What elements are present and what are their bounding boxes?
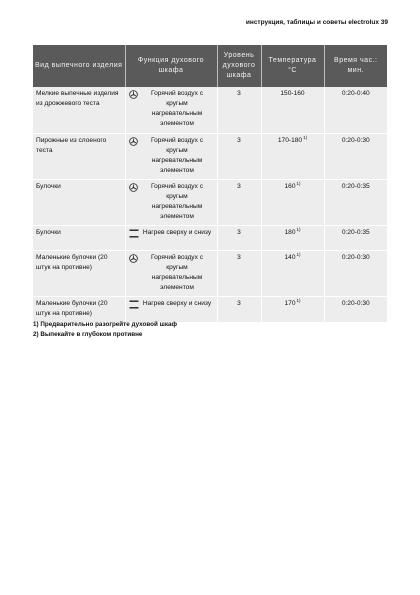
cell-function [125, 179, 217, 225]
page-header: инструкция, таблицы и советы electrolux 39 [245, 19, 388, 26]
cell-temperature [261, 225, 324, 250]
baking-table [33, 45, 387, 323]
cell-time [324, 87, 387, 133]
cell-level [217, 133, 261, 179]
cell-time [324, 225, 387, 250]
time-value: 0:20-0:30 [341, 253, 370, 261]
product-name: Булочки [36, 182, 61, 190]
column-header-time: Время час.: мин. [324, 45, 387, 87]
table-row [33, 296, 387, 322]
table-row [33, 225, 387, 250]
cell-product [33, 296, 125, 322]
level-value: 3 [237, 136, 241, 144]
cell-time [324, 133, 387, 179]
cell-function [125, 296, 217, 322]
cell-product [33, 133, 125, 179]
temperature-value: 170 [284, 299, 296, 307]
cell-time [324, 250, 387, 296]
cell-product [33, 250, 125, 296]
level-value: 3 [237, 182, 241, 190]
table-row [33, 250, 387, 296]
cell-level [217, 179, 261, 225]
function-name: Горячий воздух с кругым нагревательным элементом [150, 90, 204, 127]
product-name: Маленькие булочки (20 штук на противне) [36, 299, 108, 317]
product-name: Булочки [36, 228, 61, 236]
product-name: Маленькие булочки (20 штук на противне) [36, 253, 108, 271]
cell-function [125, 225, 217, 250]
level-value: 3 [237, 299, 241, 307]
time-value: 0:20-0:35 [341, 228, 370, 236]
cell-function [125, 133, 217, 179]
time-value: 0:20-0:35 [341, 182, 370, 190]
fan-icon [129, 183, 141, 196]
temperature-value: 170-180 [277, 136, 303, 144]
cell-temperature [261, 87, 324, 133]
product-name: Мелкие выпечные изделия из дрожжевого теста [36, 90, 119, 107]
cell-level [217, 87, 261, 133]
level-value: 3 [237, 90, 241, 97]
footnote-ref: 1) [296, 226, 301, 232]
time-value: 0:20-0:40 [341, 90, 370, 97]
footnote-ref: 1) [296, 180, 301, 186]
cell-product [33, 179, 125, 225]
function-name: Горячий воздух с кругым нагревательным элементом [150, 182, 204, 220]
cell-level [217, 250, 261, 296]
cell-temperature [261, 133, 324, 179]
cell-temperature [261, 250, 324, 296]
fan-icon [129, 254, 141, 267]
cell-temperature [261, 179, 324, 225]
level-value: 3 [237, 228, 241, 236]
cell-temperature [261, 296, 324, 322]
product-name: Пирожные из слоеного теста [36, 136, 107, 154]
level-value: 3 [237, 253, 241, 261]
column-header-product: Вид выпечного изделия [33, 45, 125, 87]
top-bottom-heat-icon [129, 300, 141, 313]
table-row [33, 133, 387, 179]
cell-product [33, 87, 125, 133]
table-header-row [33, 45, 387, 87]
function-name: Горячий воздух с кругым нагревательным элементом [150, 136, 204, 174]
table-row [33, 87, 387, 133]
footnote: 2) Выпекайте в глубоком противне [33, 331, 143, 338]
time-value: 0:20-0:30 [341, 136, 370, 144]
column-header-function: Функция духового шкафа [125, 45, 217, 87]
temperature-value: 160 [284, 182, 296, 190]
footnote-ref: 1) [296, 297, 301, 303]
temperature-value: 180 [284, 228, 296, 236]
footnote: 1) Предварительно разогрейте духовой шкаф [33, 321, 178, 328]
footnote-ref: 1) [303, 134, 308, 140]
function-name: Нагрев сверху и снизу [142, 299, 212, 307]
footnotes [33, 320, 177, 340]
cell-level [217, 225, 261, 250]
column-header-temperature: Температура °С [261, 45, 324, 87]
function-name: Горячий воздух с кругым нагревательным элементом [150, 253, 204, 291]
cell-function [125, 87, 217, 133]
function-name: Нагрев сверху и снизу [142, 228, 212, 236]
table-row [33, 179, 387, 225]
temperature-value: 140 [284, 253, 296, 261]
cell-level [217, 296, 261, 322]
fan-icon [129, 90, 141, 103]
cell-time [324, 179, 387, 225]
time-value: 0:20-0:30 [341, 299, 370, 307]
temperature-value: 150-160 [280, 90, 305, 97]
cell-product [33, 225, 125, 250]
fan-icon [129, 137, 141, 150]
cell-function [125, 250, 217, 296]
top-bottom-heat-icon [129, 229, 141, 242]
cell-time [324, 296, 387, 322]
column-header-level: Уровень духового шкафа [217, 45, 261, 87]
footnote-ref: 1) [296, 251, 301, 257]
